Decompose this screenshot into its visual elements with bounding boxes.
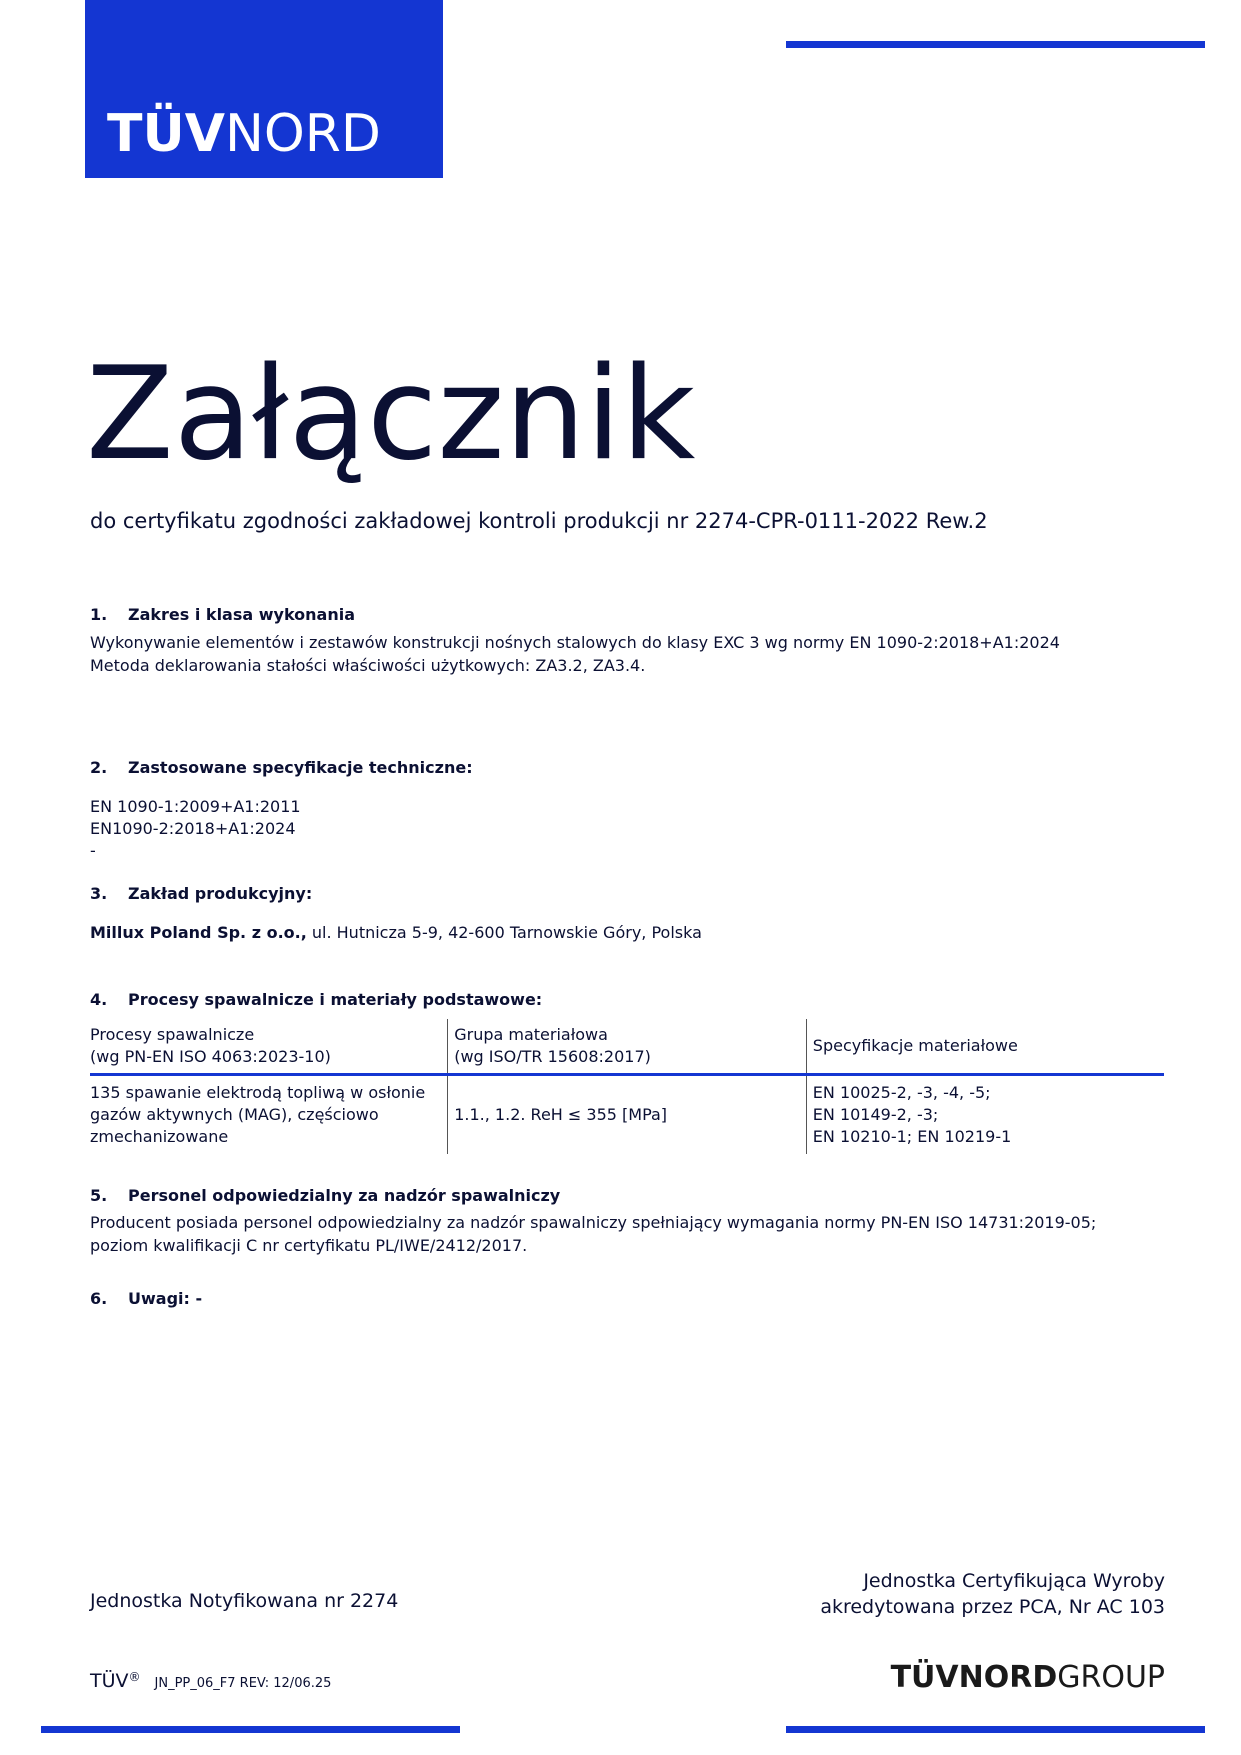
header-material-specs [806, 1019, 1164, 1075]
section-title: Zakład produkcyjny: [128, 884, 313, 903]
section-1-heading [90, 604, 355, 626]
section-2-heading [90, 757, 473, 779]
header-line: (wg PN-EN ISO 4063:2023-10) [90, 1047, 331, 1066]
top-divider [786, 41, 1205, 48]
cell-line: gazów aktywnych (MAG), częściowo [90, 1105, 379, 1124]
table-row [90, 1075, 1164, 1155]
tuv-mark: TÜV [90, 1670, 129, 1692]
section-title: Zastosowane specyfikacje techniczne: [128, 758, 473, 777]
tuv-nord-logo [85, 0, 443, 178]
section-5-heading [90, 1185, 560, 1207]
materials-table [90, 1019, 1164, 1154]
spec-line-3: - [90, 841, 96, 860]
logo-regular-part: NORD [224, 104, 381, 164]
certification-body [820, 1568, 1165, 1620]
cell-line: EN 10025-2, -3, -4, -5; [812, 1083, 991, 1102]
page-title: Załącznik [86, 340, 696, 489]
spec-line-1: EN 1090-1:2009+A1:2011 [90, 797, 301, 816]
cert-body-line-2: akredytowana przez PCA, Nr AC 103 [820, 1596, 1165, 1618]
group-logo-bold: TÜVNORD [890, 1660, 1058, 1695]
notified-body: Jednostka Notyfikowana nr 2274 [90, 1590, 399, 1612]
section-title: Uwagi: - [128, 1289, 203, 1308]
section-title: Zakres i klasa wykonania [128, 605, 356, 624]
section-title: Procesy spawalnicze i materiały podstawowe: [128, 990, 543, 1009]
cell-line: zmechanizowane [90, 1127, 229, 1146]
production-site [90, 922, 702, 945]
cell-welding-process [90, 1075, 448, 1155]
section-number: 5. [90, 1186, 108, 1205]
cell-line: 1.1., 1.2. ReH ≤ 355 [MPa] [454, 1105, 668, 1124]
form-code: JN_PP_06_F7 REV: 12/06.25 [154, 1676, 332, 1691]
bottom-divider-right [786, 1726, 1205, 1733]
form-identifier [90, 1670, 331, 1692]
cert-body-line-1: Jednostka Certyfikująca Wyroby [863, 1570, 1165, 1592]
cell-material-group [448, 1075, 807, 1155]
header-line: Procesy spawalnicze [90, 1025, 255, 1044]
section-6-heading [90, 1288, 202, 1310]
cell-line: EN 10149-2, -3; [812, 1105, 939, 1124]
section-number: 1. [90, 605, 108, 624]
section-number: 2. [90, 758, 108, 777]
section-number: 4. [90, 990, 108, 1009]
section-5-line-2: poziom kwalifikacji C nr certyfikatu PL/IWE/2412/2017. [90, 1236, 528, 1255]
header-material-group [448, 1019, 807, 1075]
section-5-line-1: Producent posiada personel odpowiedzialny za nadzór spawalniczy spełniający wymagania normy PN-EN ISO 14731:2019-05; [90, 1213, 1097, 1232]
section-3-heading [90, 883, 312, 905]
table-header-row [90, 1019, 1164, 1075]
header-line: Grupa materiałowa [454, 1025, 608, 1044]
bottom-divider-left [41, 1726, 460, 1733]
header-welding-processes [90, 1019, 448, 1075]
section-number: 6. [90, 1289, 108, 1308]
cell-line: EN 10210-1; EN 10219-1 [812, 1127, 1012, 1146]
cell-material-specs [806, 1075, 1164, 1155]
section-title: Personel odpowiedzialny za nadzór spawalniczy [128, 1186, 561, 1205]
registered-mark: ® [128, 1670, 141, 1684]
section-1-line-1: Wykonywanie elementów i zestawów konstrukcji nośnych stalowych do klasy EXC 3 wg normy EN 1090-2:2018+A1:2024 [90, 633, 1060, 652]
header-line: (wg ISO/TR 15608:2017) [454, 1047, 651, 1066]
section-1-line-2: Metoda deklarowania stałości właściwości użytkowych: ZA3.2, ZA3.4. [90, 656, 646, 675]
company-address: ul. Hutnicza 5-9, 42-600 Tarnowskie Góry, Polska [311, 923, 702, 942]
spec-line-2: EN1090-2:2018+A1:2024 [90, 819, 296, 838]
page-subtitle: do certyfikatu zgodności zakładowej kontroli produkcji nr 2274-CPR-0111-2022 Rew.2 [90, 509, 988, 533]
header-line: Specyfikacje materiałowe [812, 1036, 1018, 1055]
cell-line: 135 spawanie elektrodą topliwą w osłonie [90, 1083, 426, 1102]
company-name: Millux Poland Sp. z o.o., [90, 923, 307, 942]
section-number: 3. [90, 884, 108, 903]
group-logo-regular: GROUP [1057, 1660, 1165, 1695]
tuv-nord-group-logo [891, 1660, 1165, 1696]
section-4-heading [90, 989, 542, 1011]
logo-bold-part: TÜV [107, 104, 225, 164]
logo-wordmark [107, 104, 381, 164]
